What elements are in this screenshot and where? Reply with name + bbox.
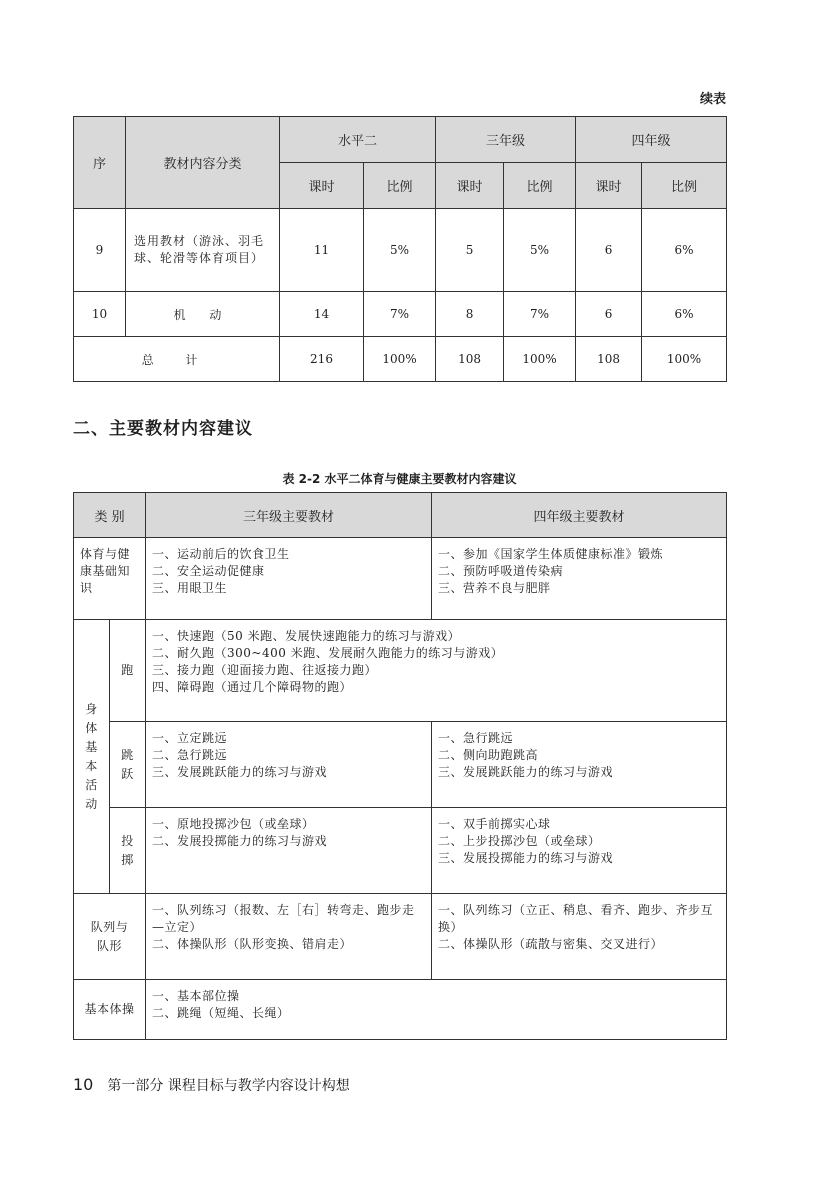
list-item: 二、侧向助跑跳高 bbox=[438, 748, 539, 762]
list-item: 二、上步投掷沙包（或垒球） bbox=[438, 834, 601, 848]
cell-seq: 9 bbox=[74, 209, 126, 292]
page-number: 10 bbox=[73, 1075, 94, 1094]
cell-g4-hours: 6 bbox=[576, 292, 642, 337]
cell-l2-ratio: 5% bbox=[364, 209, 436, 292]
list-item: 一、双手前掷实心球 bbox=[438, 817, 551, 831]
table-row bbox=[74, 620, 727, 722]
cell-seq: 10 bbox=[74, 292, 126, 337]
cell-g4-ratio: 6% bbox=[642, 292, 727, 337]
row-label-basic-activity: 身体基本活动 bbox=[74, 620, 110, 894]
list-item: 二、发展投掷能力的练习与游戏 bbox=[152, 834, 328, 848]
cell-l2-hours: 14 bbox=[280, 292, 364, 337]
health-grade3 bbox=[146, 538, 432, 620]
table-caption: 表 2-2 水平二体育与健康主要教材内容建议 bbox=[282, 472, 517, 486]
total-label: 总 计 bbox=[74, 337, 280, 382]
table-row bbox=[74, 292, 727, 337]
list-item: 一、原地投掷沙包（或垒球） bbox=[152, 817, 315, 831]
total-l2-hours: 216 bbox=[280, 337, 364, 382]
table-row bbox=[74, 209, 727, 292]
header-ratio: 比例 bbox=[364, 163, 436, 209]
table-row bbox=[74, 980, 727, 1040]
cell-g3-hours: 8 bbox=[436, 292, 504, 337]
total-g3-ratio: 100% bbox=[504, 337, 576, 382]
table-row bbox=[74, 722, 727, 808]
gymnastics-items bbox=[146, 980, 727, 1040]
list-item: 二、体操队形（队形变换、错肩走） bbox=[152, 937, 353, 951]
formation-grade3 bbox=[146, 894, 432, 980]
list-item: 一、立定跳远 bbox=[152, 731, 228, 745]
cell-g4-ratio: 6% bbox=[642, 209, 727, 292]
throw-grade3 bbox=[146, 808, 432, 894]
header-category: 教材内容分类 bbox=[126, 117, 280, 209]
row-label-formation: 队列与队形 bbox=[74, 894, 146, 980]
list-item: 二、预防呼吸道传染病 bbox=[438, 564, 564, 578]
jump-grade4 bbox=[432, 722, 727, 808]
list-item: 一、快速跑（50 米跑、发展快速跑能力的练习与游戏） bbox=[152, 629, 461, 643]
row-label-gymnastics: 基本体操 bbox=[74, 980, 146, 1040]
list-item: 一、参加《国家学生体质健康标准》锻炼 bbox=[438, 547, 664, 561]
list-item: 三、接力跑（迎面接力跑、往返接力跑） bbox=[152, 663, 378, 677]
header-grade4: 四年级 bbox=[576, 117, 727, 163]
row-label-throw: 投掷 bbox=[110, 808, 146, 894]
total-g3-hours: 108 bbox=[436, 337, 504, 382]
list-item: 一、基本部位操 bbox=[152, 989, 240, 1003]
header-grade3-materials: 三年级主要教材 bbox=[146, 493, 432, 538]
header-ratio: 比例 bbox=[504, 163, 576, 209]
total-g4-ratio: 100% bbox=[642, 337, 727, 382]
header-grade4-materials: 四年级主要教材 bbox=[432, 493, 727, 538]
teaching-content-table bbox=[73, 492, 727, 1040]
cell-category: 选用教材（游泳、羽毛球、轮滑等体育项目） bbox=[126, 209, 280, 292]
course-hours-table bbox=[73, 116, 727, 382]
list-item: 二、体操队形（疏散与密集、交叉进行） bbox=[438, 937, 664, 951]
list-item: 三、发展跳跃能力的练习与游戏 bbox=[438, 765, 614, 779]
row-label-run: 跑 bbox=[110, 620, 146, 722]
footer-text: 第一部分 课程目标与教学内容设计构想 bbox=[107, 1078, 350, 1094]
list-item: 三、营养不良与肥胖 bbox=[438, 581, 551, 595]
list-item: 四、障碍跑（通过几个障碍物的跑） bbox=[152, 680, 353, 694]
cell-g3-ratio: 5% bbox=[504, 209, 576, 292]
row-label-health: 体育与健康基础知识 bbox=[74, 538, 146, 620]
run-items bbox=[146, 620, 727, 722]
total-l2-ratio: 100% bbox=[364, 337, 436, 382]
list-item: 三、发展跳跃能力的练习与游戏 bbox=[152, 765, 328, 779]
cell-g3-ratio: 7% bbox=[504, 292, 576, 337]
cell-l2-hours: 11 bbox=[280, 209, 364, 292]
cell-l2-ratio: 7% bbox=[364, 292, 436, 337]
cell-g4-hours: 6 bbox=[576, 209, 642, 292]
header-hours: 课时 bbox=[280, 163, 364, 209]
list-item: 一、急行跳远 bbox=[438, 731, 514, 745]
health-grade4 bbox=[432, 538, 727, 620]
list-item: 二、耐久跑（300~400 米跑、发展耐久跑能力的练习与游戏） bbox=[152, 646, 504, 660]
header-hours: 课时 bbox=[436, 163, 504, 209]
section-heading: 二、主要教材内容建议 bbox=[73, 419, 253, 439]
header-ratio: 比例 bbox=[642, 163, 727, 209]
cell-g3-hours: 5 bbox=[436, 209, 504, 292]
list-item: 一、队列练习（立正、稍息、看齐、跑步、齐步互换） bbox=[438, 903, 714, 934]
list-item: 二、急行跳远 bbox=[152, 748, 228, 762]
table-row bbox=[74, 894, 727, 980]
formation-grade4 bbox=[432, 894, 727, 980]
list-item: 二、安全运动促健康 bbox=[152, 564, 265, 578]
row-label-jump: 跳跃 bbox=[110, 722, 146, 808]
page-footer bbox=[73, 1075, 350, 1095]
list-item: 三、用眼卫生 bbox=[152, 581, 228, 595]
list-item: 一、队列练习（报数、左［右］转弯走、跑步走—立定） bbox=[152, 903, 415, 934]
header-level2: 水平二 bbox=[280, 117, 436, 163]
header-seq: 序 bbox=[74, 117, 126, 209]
cell-category: 机 动 bbox=[126, 292, 280, 337]
header-hours: 课时 bbox=[576, 163, 642, 209]
table-row bbox=[74, 538, 727, 620]
header-category: 类 别 bbox=[74, 493, 146, 538]
throw-grade4 bbox=[432, 808, 727, 894]
list-item: 三、发展投掷能力的练习与游戏 bbox=[438, 851, 614, 865]
list-item: 二、跳绳（短绳、长绳） bbox=[152, 1006, 290, 1020]
header-grade3: 三年级 bbox=[436, 117, 576, 163]
list-item: 一、运动前后的饮食卫生 bbox=[152, 547, 290, 561]
total-row bbox=[74, 337, 727, 382]
table-row bbox=[74, 808, 727, 894]
total-g4-hours: 108 bbox=[576, 337, 642, 382]
continued-label: 续表 bbox=[699, 92, 726, 107]
jump-grade3 bbox=[146, 722, 432, 808]
